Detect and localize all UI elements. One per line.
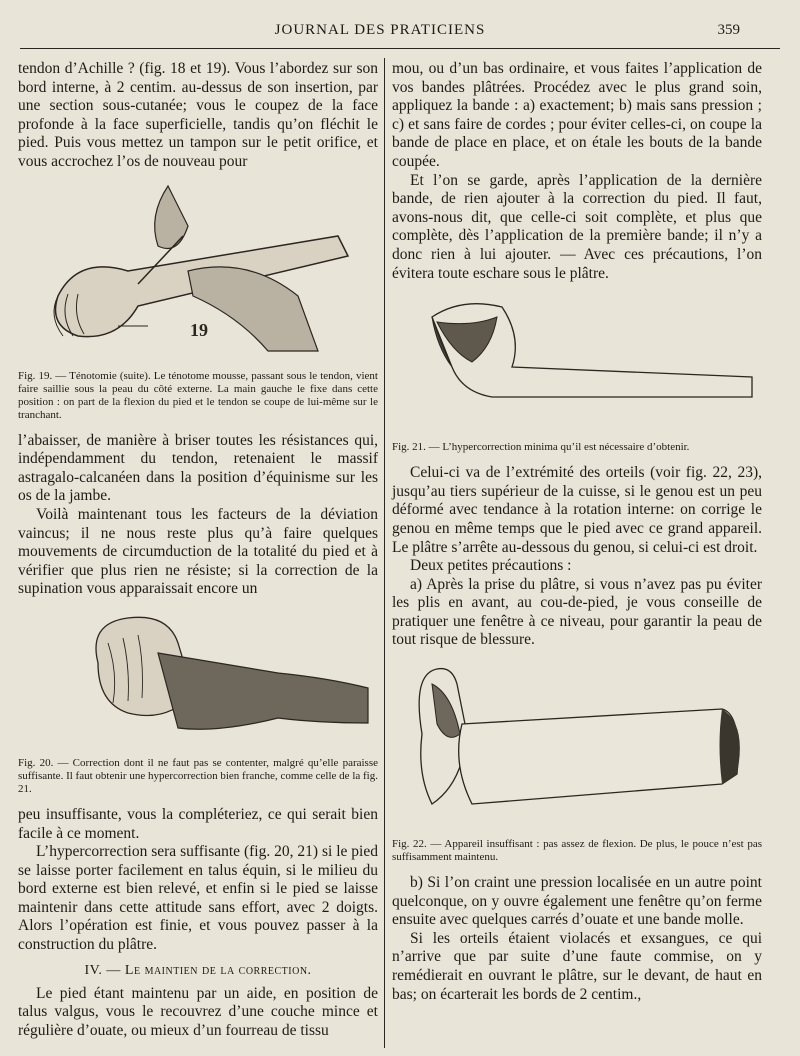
left-paragraph-6: Le pied étant maintenu par un aide, en position de talus valgus, vous le recouvrez d’une couche mince et régulière d’ouate, ou mieux d’un fourreau de tissu xyxy=(18,984,378,1039)
right-paragraph-3: Celui-ci va de l’extrémité des orteils (voir fig. 22, 23), jusqu’au tiers supérieur de la cuisse, si le genou est un peu déformé avec tendance à la rotation interne: on corrige le genou en même temps que le pied avec ce grand appareil. Le plâtre s’arrête au-dessous du genou, si celui-ci est droit. xyxy=(392,464,762,556)
left-paragraph-1: tendon d’Achille ? (fig. 18 et 19). Vous l’abordez sur son bord interne, à 2 centim. au-dessus de son insertion, par une section sous-cutanée; vous le coupez de la face profonde à la face superficielle, tandis qu’on fléchit le pied. Puis vous mettez un tampon sur le petit orifice, et vous accrochez l’os de nouveau pour xyxy=(18,60,378,170)
right-paragraph-5: a) Après la prise du plâtre, si vous n’avez pas pu éviter les plis en avant, au cou-de-pied, je vous conseille de pratiquer une fenêtre à ce niveau, pour garantir la peau de tout risque de blessure. xyxy=(392,575,762,649)
journal-title: JOURNAL DES PRATICIENS xyxy=(274,22,486,38)
figure-21-illustration xyxy=(392,287,762,437)
figure-19-caption: Fig. 19. — Ténotomie (suite). Le ténotome mousse, passant sous le tendon, vient faire saillie sous la peau du côté externe. La main gauche le fixe dans cette position : on part de la flexion du pied et le tendon se coupe de lui-même sur le tranchant. xyxy=(18,369,378,421)
right-paragraph-2: Et l’on se garde, après l’application de la dernière bande, de rien ajouter à la correction du pied. Il faut, avons-nous dit, que celle-ci soit complète, et plus que complète, dès l’application de la première bande; il n’y a donc rien à lui ajouter. — Avec ces précautions, l’on évitera toute eschare sous le plâtre. xyxy=(392,171,762,282)
right-paragraph-4: Deux petites précautions : xyxy=(410,557,572,575)
figure-19-illustration xyxy=(18,176,378,366)
right-paragraph-1: mou, ou d’un bas ordinaire, et vous faites l’application de vos bandes plâtrées. Procédez avec le plus grand soin, appliquez la bande : a) exactement; b) mais sans pression ; c) et sans faire de cordes ; pour éviter celles-ci, on coupe la bande de place en place, et on étale les bouts de la bande coupée. xyxy=(392,60,762,170)
left-paragraph-3: Voilà maintenant tous les facteurs de la déviation vaincus; il ne nous reste plus qu’à faire quelques mouvements de circumduction de la totalité du pied et à vérifier que plus rien ne résiste; si la correction de la supination vous apparaissait encore un xyxy=(18,505,378,598)
figure-22-illustration xyxy=(392,654,762,834)
left-paragraph-2: l’abaisser, de manière à briser toutes les résistances qui, indépendamment du tendon, retenaient le massif astragalo-calcanéen dans la position d’équinisme sur les os de la jambe. xyxy=(18,431,378,505)
header-rule xyxy=(20,48,780,49)
left-paragraph-4: peu insuffisante, vous la compléteriez, ce qui serait bien facile à ce moment. xyxy=(18,805,378,842)
right-paragraph-6: b) Si l’on craint une pression localisée en un autre point quelconque, on y ouvre également une fenêtre qu’on ferme ensuite avec quelques carrés d’ouate et une bande molle. xyxy=(392,874,762,929)
figure-21-caption: Fig. 21. — L’hypercorrection minima qu’il est nécessaire d’obtenir. xyxy=(392,441,690,454)
right-column xyxy=(392,60,762,1004)
column-divider xyxy=(384,58,385,1048)
left-column xyxy=(18,60,378,1040)
section-heading: IV. — Le maintien de la correction. xyxy=(84,962,312,978)
running-header xyxy=(20,20,740,46)
right-paragraph-7: Si les orteils étaient violacés et exsangues, ce qui n’arrive que par suite d’une faute commise, on y remédierait en ouvrant le plâtre, sur le devant, de haut en bas; on écarterait les bords de 2 centim., xyxy=(392,929,762,1003)
figure-20-caption: Fig. 20. — Correction dont il ne faut pas se contenter, malgré qu’elle paraisse suffisante. Il faut obtenir une hypercorrection bien franche, comme celle de la fig. 21. xyxy=(18,756,378,795)
left-paragraph-5: L’hypercorrection sera suffisante (fig. 20, 21) si le pied se laisse porter facilement en talus équin, si le milieu du bord externe est bien relevé, et enfin si le pied se laisse maintenir dans cette attitude sans effort, avec 2 doigts. Alors l’opération est finie, et vous pouvez passer à la construction du plâtre. xyxy=(18,843,378,954)
figure-19-number-mark: 19 xyxy=(190,319,208,340)
figure-22-caption: Fig. 22. — Appareil insuffisant : pas assez de flexion. De plus, le pouce n’est pas suffisamment maintenu. xyxy=(392,838,762,864)
page-number: 359 xyxy=(717,22,740,38)
figure-20-illustration xyxy=(18,603,378,753)
